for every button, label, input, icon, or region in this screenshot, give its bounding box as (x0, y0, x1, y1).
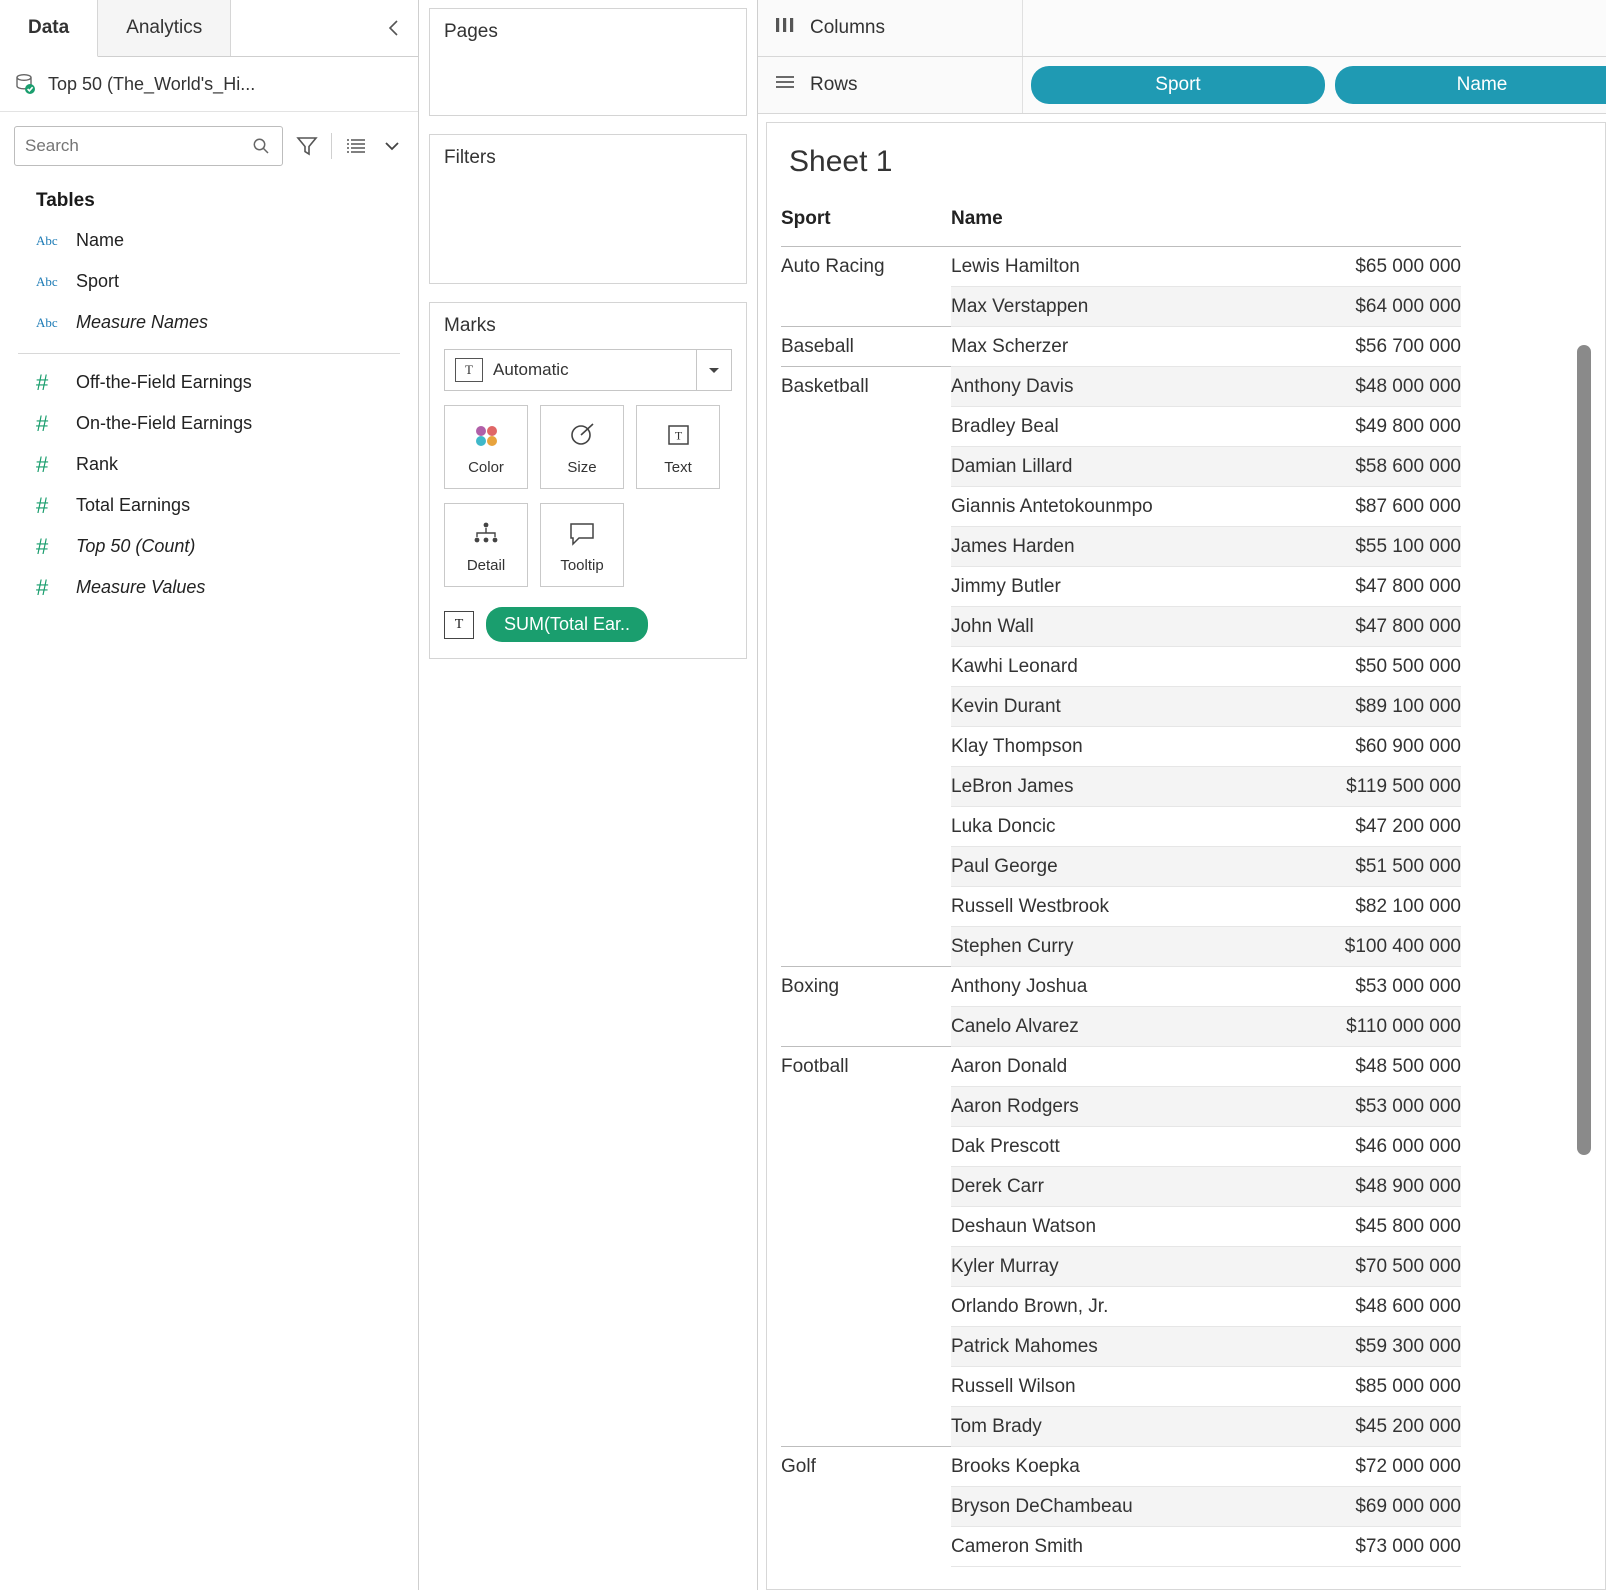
field-list (0, 220, 418, 608)
marks-color-label: Color (468, 458, 504, 476)
table-row[interactable] (781, 1487, 1461, 1527)
cell-sport: Baseball (781, 327, 951, 367)
tab-analytics-label: Analytics (126, 17, 203, 38)
rows-shelf (758, 57, 1606, 114)
cell-value: $64 000 000 (1263, 287, 1461, 327)
cell-value: $100 400 000 (1263, 927, 1461, 967)
table-row[interactable] (781, 967, 1461, 1007)
table-row[interactable] (781, 647, 1461, 687)
table-row[interactable] (781, 487, 1461, 527)
table-row[interactable] (781, 1207, 1461, 1247)
cell-sport (781, 607, 951, 647)
cell-sport (781, 807, 951, 847)
cell-name: Giannis Antetokounmpo (951, 487, 1263, 527)
cell-sport (781, 687, 951, 727)
pages-title: Pages (444, 21, 498, 42)
table-header-row (781, 195, 1461, 247)
field-label: Total Earnings (76, 495, 191, 515)
cell-name: Canelo Alvarez (951, 1007, 1263, 1047)
table-row[interactable] (781, 927, 1461, 967)
cell-value: $82 100 000 (1263, 887, 1461, 927)
columns-label: Columns (810, 17, 885, 38)
cell-value: $70 500 000 (1263, 1247, 1461, 1287)
cell-sport (781, 1367, 951, 1407)
cell-name: Kawhi Leonard (951, 647, 1263, 687)
table-row[interactable] (781, 887, 1461, 927)
mark-buttons-row-1 (444, 405, 732, 489)
cell-sport (781, 767, 951, 807)
cell-sport: Auto Racing (781, 247, 951, 287)
table-row[interactable] (781, 1447, 1461, 1487)
marks-tooltip-button[interactable] (540, 503, 624, 587)
cell-value: $69 000 000 (1263, 1487, 1461, 1527)
cell-name: Deshaun Watson (951, 1207, 1263, 1247)
abc-icon: Abc (36, 314, 58, 330)
crosstab-table (781, 195, 1461, 1567)
cell-name: Orlando Brown, Jr. (951, 1287, 1263, 1327)
search-input[interactable] (23, 135, 248, 157)
cell-value: $48 900 000 (1263, 1167, 1461, 1207)
cell-name: Lewis Hamilton (951, 247, 1263, 287)
cell-value: $45 200 000 (1263, 1407, 1461, 1447)
cell-value: $110 000 000 (1263, 1007, 1461, 1047)
marks-size-button[interactable] (540, 405, 624, 489)
cell-sport (781, 727, 951, 767)
rows-pill-name[interactable]: Name (1335, 66, 1606, 104)
table-row[interactable] (781, 1087, 1461, 1127)
cell-name: Max Scherzer (951, 327, 1263, 367)
cell-name: Aaron Rodgers (951, 1087, 1263, 1127)
marks-card (429, 302, 747, 659)
table-row[interactable] (781, 607, 1461, 647)
data-pane (0, 0, 419, 1590)
search-icon (248, 133, 274, 159)
table-row[interactable] (781, 447, 1461, 487)
tooltip-icon (566, 517, 598, 551)
cell-sport (781, 1407, 951, 1447)
cell-value: $48 500 000 (1263, 1047, 1461, 1087)
cell-name: Jimmy Butler (951, 567, 1263, 607)
table-row[interactable] (781, 1327, 1461, 1367)
cell-sport (781, 487, 951, 527)
cell-sport (781, 567, 951, 607)
cell-sport: Golf (781, 1447, 951, 1487)
cell-sport (781, 1287, 951, 1327)
database-icon (14, 72, 38, 96)
field-rank[interactable] (0, 444, 418, 485)
hash-icon: # (36, 369, 49, 395)
field-on-the-field-earnings[interactable] (0, 403, 418, 444)
text-icon (664, 419, 692, 453)
field-label: Measure Names (76, 312, 209, 332)
search-box[interactable] (14, 126, 283, 166)
column-header-name: Name (951, 195, 1263, 247)
cell-name: Cameron Smith (951, 1527, 1263, 1567)
column-header-value (1263, 195, 1461, 247)
abc-icon: Abc (36, 273, 58, 289)
table-row[interactable] (781, 807, 1461, 847)
cell-name: Patrick Mahomes (951, 1327, 1263, 1367)
rows-pill-sport[interactable]: Sport (1031, 66, 1325, 104)
cell-sport (781, 1327, 951, 1367)
cell-value: $46 000 000 (1263, 1127, 1461, 1167)
rows-icon (774, 72, 796, 98)
field-measure-names[interactable] (0, 302, 418, 343)
cell-value: $50 500 000 (1263, 647, 1461, 687)
cell-value: $47 200 000 (1263, 807, 1461, 847)
hash-icon: # (36, 410, 49, 436)
cell-name: Bryson DeChambeau (951, 1487, 1263, 1527)
cell-sport (781, 1247, 951, 1287)
cell-value: $59 300 000 (1263, 1327, 1461, 1367)
field-measure-values[interactable] (0, 567, 418, 608)
cell-value: $53 000 000 (1263, 967, 1461, 1007)
datasource-label: Top 50 (The_World's_Hi... (48, 73, 256, 94)
table-row[interactable] (781, 247, 1461, 287)
field-label: On-the-Field Earnings (76, 413, 253, 433)
field-off-the-field-earnings[interactable] (0, 362, 418, 403)
cell-name: Klay Thompson (951, 727, 1263, 767)
data-pane-tabs (0, 0, 418, 57)
funnel-icon[interactable] (295, 133, 319, 159)
worksheet-canvas (766, 122, 1606, 1590)
list-view-icon[interactable] (344, 133, 368, 159)
cell-name: Russell Westbrook (951, 887, 1263, 927)
marks-title: Marks (444, 315, 496, 336)
table-row[interactable] (781, 847, 1461, 887)
cell-name: John Wall (951, 607, 1263, 647)
cell-value: $51 500 000 (1263, 847, 1461, 887)
toolbar-divider (331, 133, 332, 159)
filters-title: Filters (444, 147, 496, 168)
svg-text:T: T (674, 428, 683, 442)
cell-name: Dak Prescott (951, 1127, 1263, 1167)
field-name[interactable] (0, 220, 418, 261)
table-row[interactable] (781, 727, 1461, 767)
cell-value: $45 800 000 (1263, 1207, 1461, 1247)
rows-shelf-dropzone[interactable] (1023, 57, 1606, 113)
tab-data-label: Data (28, 17, 70, 38)
field-label: Top 50 (Count) (76, 536, 196, 556)
marks-tooltip-label: Tooltip (560, 556, 604, 574)
cell-sport (781, 1527, 951, 1567)
cell-name: Tom Brady (951, 1407, 1263, 1447)
columns-shelf-label-area (758, 0, 1023, 56)
table-row[interactable] (781, 287, 1461, 327)
tab-data[interactable] (0, 0, 98, 57)
field-label: Name (76, 230, 125, 250)
cell-sport (781, 1127, 951, 1167)
mark-type-label: Automatic (493, 360, 569, 379)
table-row[interactable] (781, 767, 1461, 807)
table-row[interactable] (781, 1167, 1461, 1207)
table-row[interactable] (781, 527, 1461, 567)
cell-name: Bradley Beal (951, 407, 1263, 447)
table-row[interactable] (781, 1247, 1461, 1287)
table-row[interactable] (781, 1127, 1461, 1167)
cell-name: Stephen Curry (951, 927, 1263, 967)
cell-value: $87 600 000 (1263, 487, 1461, 527)
cell-name: Aaron Donald (951, 1047, 1263, 1087)
cell-name: Russell Wilson (951, 1367, 1263, 1407)
vertical-scrollbar[interactable] (1577, 345, 1591, 1589)
table-row[interactable] (781, 407, 1461, 447)
marks-detail-button[interactable] (444, 503, 528, 587)
cell-sport (781, 1487, 951, 1527)
columns-icon (774, 15, 796, 41)
cell-sport (781, 1007, 951, 1047)
text-mark-icon: T (455, 358, 483, 382)
field-label: Measure Values (76, 577, 206, 597)
table-row[interactable] (781, 1287, 1461, 1327)
search-row (0, 112, 418, 176)
cell-name: James Harden (951, 527, 1263, 567)
columns-shelf-dropzone[interactable] (1023, 0, 1606, 56)
cell-value: $119 500 000 (1263, 767, 1461, 807)
cell-value: $47 800 000 (1263, 567, 1461, 607)
cell-value: $65 000 000 (1263, 247, 1461, 287)
hash-icon: # (36, 533, 49, 559)
view-column (758, 0, 1606, 1590)
cell-name: Paul George (951, 847, 1263, 887)
cell-name: Kevin Durant (951, 687, 1263, 727)
cell-sport (781, 647, 951, 687)
table-row[interactable] (781, 1007, 1461, 1047)
table-row[interactable] (781, 1527, 1461, 1567)
hash-icon: # (36, 574, 49, 600)
pages-card[interactable] (429, 8, 747, 116)
cell-value: $89 100 000 (1263, 687, 1461, 727)
rows-shelf-label-area (758, 57, 1023, 113)
cell-name: Anthony Joshua (951, 967, 1263, 1007)
cell-sport (781, 1087, 951, 1127)
hash-icon: # (36, 492, 49, 518)
cell-value: $73 000 000 (1263, 1527, 1461, 1567)
crosstab-body (781, 247, 1461, 1567)
cell-value: $48 600 000 (1263, 1287, 1461, 1327)
cell-sport: Football (781, 1047, 951, 1087)
cell-sport: Boxing (781, 967, 951, 1007)
hash-icon: # (36, 451, 49, 477)
field-label: Sport (76, 271, 120, 291)
table-row[interactable] (781, 327, 1461, 367)
cell-value: $60 900 000 (1263, 727, 1461, 767)
scrollbar-thumb[interactable] (1577, 345, 1591, 1155)
chevron-down-icon[interactable] (696, 350, 731, 390)
filters-card[interactable] (429, 134, 747, 284)
marks-detail-label: Detail (466, 556, 506, 574)
cell-value: $47 800 000 (1263, 607, 1461, 647)
tab-analytics[interactable] (98, 0, 231, 56)
chevron-left-icon[interactable] (370, 0, 418, 56)
field-sport[interactable] (0, 261, 418, 302)
size-icon (566, 419, 598, 453)
cell-name: Derek Carr (951, 1167, 1263, 1207)
cell-sport (781, 927, 951, 967)
cell-sport (781, 887, 951, 927)
table-row[interactable] (781, 567, 1461, 607)
marks-size-label: Size (567, 458, 597, 476)
rows-label: Rows (810, 74, 858, 95)
chevron-down-icon[interactable] (380, 133, 404, 159)
cell-value: $53 000 000 (1263, 1087, 1461, 1127)
cell-sport (781, 287, 951, 327)
cell-name: Damian Lillard (951, 447, 1263, 487)
cell-sport: Basketball (781, 367, 951, 407)
text-mark-icon: T (444, 611, 474, 639)
table-row[interactable] (781, 367, 1461, 407)
cell-value: $55 100 000 (1263, 527, 1461, 567)
field-label: Rank (76, 454, 119, 474)
cell-sport (781, 447, 951, 487)
table-row[interactable] (781, 687, 1461, 727)
cell-value: $49 800 000 (1263, 407, 1461, 447)
table-row[interactable] (781, 1367, 1461, 1407)
cell-sport (781, 1167, 951, 1207)
field-total-earnings[interactable] (0, 485, 418, 526)
page-title: Sheet 1 (789, 145, 893, 178)
cell-value: $72 000 000 (1263, 1447, 1461, 1487)
cell-name: Brooks Koepka (951, 1447, 1263, 1487)
color-dots-icon (469, 419, 503, 453)
marks-column (419, 0, 758, 1590)
cell-value: $85 000 000 (1263, 1367, 1461, 1407)
cell-name: Kyler Murray (951, 1247, 1263, 1287)
mark-buttons-row-2 (444, 503, 732, 587)
cell-sport (781, 407, 951, 447)
field-group-divider (18, 353, 400, 354)
table-row[interactable] (781, 1047, 1461, 1087)
cell-sport (781, 527, 951, 567)
marks-pill-row (444, 607, 732, 642)
tables-header: Tables (36, 190, 95, 211)
marks-text-button[interactable] (636, 405, 720, 489)
cell-value: $58 600 000 (1263, 447, 1461, 487)
field-top-50-count[interactable] (0, 526, 418, 567)
datasource-item[interactable] (0, 57, 418, 112)
cell-name: Anthony Davis (951, 367, 1263, 407)
detail-icon (470, 517, 502, 551)
cell-name: Luka Doncic (951, 807, 1263, 847)
crosstab-area (767, 195, 1605, 1589)
marks-pill-sum-total-earnings[interactable]: SUM(Total Ear.. (486, 607, 648, 642)
cell-value: $56 700 000 (1263, 327, 1461, 367)
table-row[interactable] (781, 1407, 1461, 1447)
mark-type-dropdown[interactable] (444, 349, 732, 391)
marks-color-button[interactable] (444, 405, 528, 489)
marks-text-label: Text (664, 458, 692, 476)
field-label: Off-the-Field Earnings (76, 372, 252, 392)
cell-sport (781, 1207, 951, 1247)
cell-name: LeBron James (951, 767, 1263, 807)
cell-value: $48 000 000 (1263, 367, 1461, 407)
columns-shelf (758, 0, 1606, 57)
abc-icon: Abc (36, 232, 58, 248)
cell-name: Max Verstappen (951, 287, 1263, 327)
column-header-sport: Sport (781, 195, 951, 247)
cell-sport (781, 847, 951, 887)
